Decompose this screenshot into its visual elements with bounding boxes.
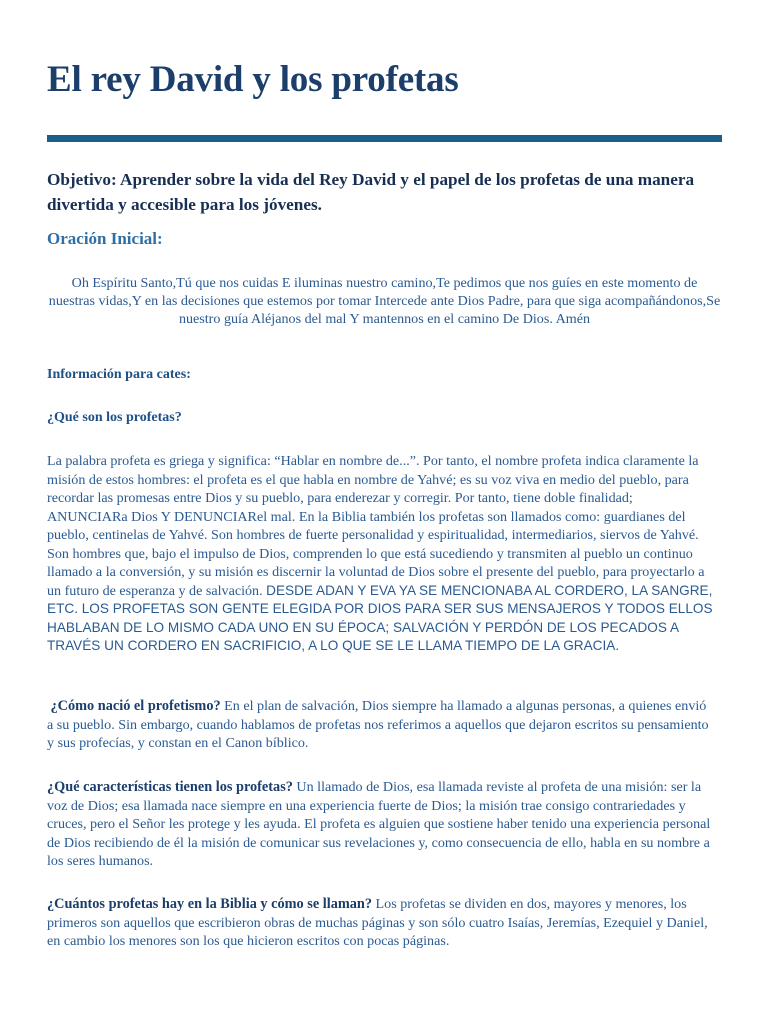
- caracteristicas-paragraph: [47, 778, 715, 871]
- title-divider: [47, 135, 722, 142]
- cuantos-question: ¿Cuántos profetas hay en la Biblia y cómo se llaman?: [47, 896, 373, 912]
- profetas-body: La palabra profeta es griega y significa: “Hablar en nombre de...”. Por tanto, el nombre profeta indica claramente la misión de estos hombres: el profeta es el que habla en nombre de Yahvé; es su voz viva en medio del pueblo, para recordar las promesas entre Dios y su pueblo, para enderezar y corregir. Por tanto, tiene doble finalidad; ANUNCIARa Dios Y DENUNCIARel mal. En la Biblia también los profetas son llamados como: guardianes del pueblo, centinelas de Yahvé. Son hombres de fuerte personalidad y espiritualidad, intermediarios, siervos de Yahvé. Son hombres que, bajo el impulso de Dios, comprenden lo que está sucediendo y transmiten al pueblo un continuo llamado a la conversión, y su misión es discernir la voluntad de Dios sobre el presente del pueblo, para proyectarlo a un futuro de esperanza y de salvación.: [47, 453, 705, 599]
- cuantos-paragraph: [47, 895, 715, 951]
- profetas-heading: ¿Qué son los profetas?: [47, 410, 182, 425]
- profetas-caps-text: DESDE ADAN Y EVA YA SE MENCIONABA AL CORDERO, LA SANGRE, ETC. LOS PROFETAS SON GENTE ELEGIDA POR DIOS PARA SER SUS MENSAJEROS Y TODOS ELLOS HABLABAN DE LO MISMO CADA UNO EN SU ÉPOCA; SALVACIÓN Y PERDÓN DE LOS PECADOS A TRAVÉS UN CORDERO EN SACRIFICIO, A LO QUE SE LE LLAMA TIEMPO DE LA GRACIA.: [47, 582, 713, 653]
- nacio-paragraph: [47, 697, 715, 753]
- caracteristicas-body: Un llamado de Dios, esa llamada reviste al profeta de una misión: ser la voz de Dios; esa llamada nace siempre en una experiencia fuerte de Dios; la misión trae consigo contrariedades y cruces, pero el Señor les protege y les ayuda. El profeta es alguien que sostiene haber tenido una experiencia personal de Dios recibiendo de él la misión de comunicar sus revelaciones y, como consecuencia de ello, habla en su nombre a los seres humanos.: [47, 779, 711, 869]
- oracion-heading: Oración Inicial:: [47, 229, 163, 248]
- objective-text: Objetivo: Aprender sobre la vida del Rey David y el papel de los profetas de una manera divertida y accesible para los jóvenes.: [47, 170, 695, 214]
- nacio-question: ¿Cómo nació el profetismo?: [50, 698, 221, 714]
- caracteristicas-question: ¿Qué características tienen los profetas?: [47, 779, 293, 795]
- profetas-paragraph: [47, 452, 715, 656]
- page-title: El rey David y los profetas: [47, 59, 459, 100]
- cuantos-body: Los profetas se dividen en dos, mayores y menores, los primeros son aquellos que escribieron obras de muchas páginas y son sólo cuatro Isaías, Jeremías, Ezequiel y Daniel, en cambio los menores son los que hicieron escritos con pocas páginas.: [47, 896, 708, 949]
- nacio-body: En el plan de salvación, Dios siempre ha llamado a algunas personas, a quienes envió a su pueblo. Sin embargo, cuando hablamos de profetas nos referimos a aquellos que dejaron escritos su pensamiento y sus profecías, y constan en el Canon bíblico.: [47, 698, 709, 751]
- info-heading: Información para cates:: [47, 367, 191, 382]
- prayer-text: Oh Espíritu Santo,Tú que nos cuidas E iluminas nuestro camino,Te pedimos que nos guíes en este momento de nuestras vidas,Y en las decisiones que estemos por tomar Intercede ante Dios Padre, para que siga acompañándonos,Se nuestro guía Aléjanos del mal Y mantennos en el camino De Dios. Amén: [48, 275, 721, 327]
